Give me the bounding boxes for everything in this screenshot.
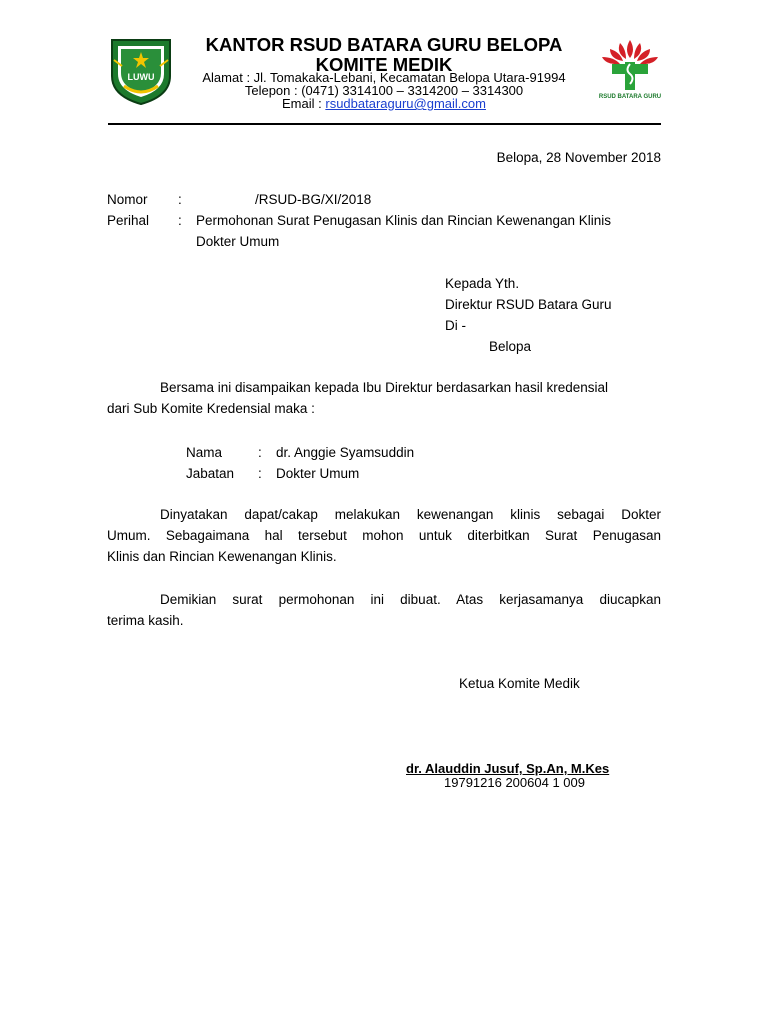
header-divider (108, 123, 661, 125)
logo-left-text: LUWU (127, 72, 155, 82)
nomor-label: Nomor (107, 192, 148, 207)
recipient-line4: Belopa (489, 339, 532, 354)
header-subtitle: KOMITE MEDIK (315, 54, 453, 75)
jabatan-value: Dokter Umum (276, 466, 360, 481)
header-title: KANTOR RSUD BATARA GURU BELOPA (205, 34, 563, 55)
perihal-line2: Dokter Umum (196, 234, 280, 249)
para1-line2: dari Sub Komite Kredensial maka : (107, 401, 315, 416)
para1-line1: Bersama ini disampaikan kepada Ibu Direktur berdasarkan hasil kredensial (160, 380, 608, 395)
logo-right-text: RSUD BATARA GURU (598, 94, 662, 100)
sign-nip: 19791216 200604 1 009 (444, 775, 585, 790)
place-date: Belopa, 28 November 2018 (496, 150, 661, 165)
email-label: Email : (282, 96, 326, 111)
nama-label: Nama (186, 445, 223, 460)
recipient-line3: Di - (445, 318, 466, 333)
nomor-value: /RSUD-BG/XI/2018 (255, 192, 372, 207)
para3-line2: terima kasih. (107, 613, 184, 628)
para2-line2: Umum. Sebagaimana hal tersebut mohon untuk diterbitkan Surat Penugasan (107, 528, 661, 543)
perihal-label: Perihal (107, 213, 150, 228)
jabatan-label: Jabatan (186, 466, 235, 481)
header-phone: Telepon : (0471) 3314100 – 3314200 – 3314300 (244, 83, 524, 98)
header-address: Alamat : Jl. Tomakaka-Lebani, Kecamatan Belopa Utara-91994 (202, 70, 566, 85)
nama-value: dr. Anggie Syamsuddin (276, 445, 415, 460)
sign-name: dr. Alauddin Jusuf, Sp.An, M.Kes (406, 761, 610, 776)
recipient-line2: Direktur RSUD Batara Guru (445, 297, 612, 312)
perihal-line1: Permohonan Surat Penugasan Klinis dan Rincian Kewenangan Klinis (196, 213, 612, 228)
email-link[interactable]: rsudbataraguru@gmail.com (325, 96, 486, 111)
header-email-line (164, 97, 604, 111)
nama-colon: : (258, 445, 262, 460)
para2-line3: Klinis dan Rincian Kewenangan Klinis. (107, 549, 337, 564)
rsud-batara-guru-logo (590, 36, 670, 102)
para3-line1: Demikian surat permohonan ini dibuat. Atas kerjasamanya diucapkan (160, 592, 661, 607)
recipient-line1: Kepada Yth. (445, 276, 520, 291)
para2-line1: Dinyatakan dapat/cakap melakukan kewenangan klinis sebagai Dokter (160, 507, 661, 522)
nomor-colon: : (178, 192, 182, 207)
jabatan-colon: : (258, 466, 262, 481)
perihal-colon: : (178, 213, 182, 228)
sign-title: Ketua Komite Medik (459, 676, 580, 691)
